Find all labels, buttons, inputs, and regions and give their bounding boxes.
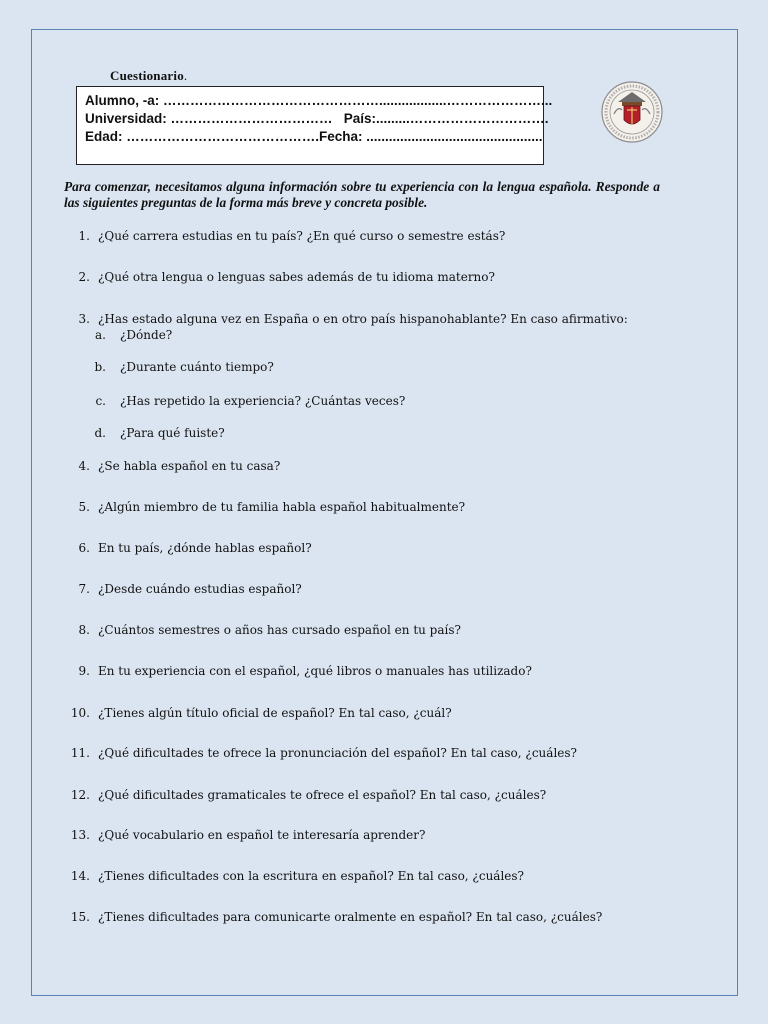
question-item: 13. ¿Qué vocabulario en español te interesaría aprender? (70, 828, 426, 842)
university-seal-icon (600, 80, 664, 144)
student-info-box (76, 86, 553, 165)
age-date-field: Edad: …………………………………….Fecha: ............................................... (85, 129, 543, 144)
subquestion-item: a. ¿Dónde? (95, 328, 173, 342)
question-item: 4. ¿Se habla español en tu casa? (78, 459, 281, 473)
question-item: 5. ¿Algún miembro de tu familia habla español habitualmente? (78, 500, 466, 514)
question-item: 15. ¿Tienes dificultades para comunicarte oralmente en español? En tal caso, ¿cuáles? (70, 910, 603, 924)
subquestion-item: d. ¿Para qué fuiste? (94, 426, 225, 440)
document-page (31, 29, 738, 996)
question-item: 2. ¿Qué otra lengua o lenguas sabes además de tu idioma materno? (78, 270, 495, 284)
question-item: 12. ¿Qué dificultades gramaticales te ofrece el español? En tal caso, ¿cuáles? (70, 788, 547, 802)
question-item: 9. En tu experiencia con el español, ¿qué libros o manuales has utilizado? (78, 664, 532, 678)
student-name-field: Alumno, -a: …………………………………………..................…………………... (85, 93, 553, 108)
university-country-field: Universidad: ……………………………… País:.........…………………………. (85, 111, 549, 126)
instructions-paragraph: Para comenzar, necesitamos alguna información sobre tu experiencia con la lengua española. Responde a las siguientes preguntas de la forma más breve y concreta posible. (64, 179, 660, 210)
question-item: 11. ¿Qué dificultades te ofrece la pronunciación del español? En tal caso, ¿cuáles? (70, 746, 577, 760)
question-item: 3. ¿Has estado alguna vez en España o en otro país hispanohablante? En caso afirmativo: (78, 312, 628, 326)
question-item: 7. ¿Desde cuándo estudias español? (78, 582, 302, 596)
subquestion-item: c. ¿Has repetido la experiencia? ¿Cuántas veces? (95, 394, 406, 408)
question-item: 10. ¿Tienes algún título oficial de español? En tal caso, ¿cuál? (70, 706, 452, 720)
question-item: 14. ¿Tienes dificultades con la escritura en español? En tal caso, ¿cuáles? (70, 869, 524, 883)
question-item: 6. En tu país, ¿dónde hablas español? (78, 541, 312, 555)
page-title: Cuestionario. (110, 68, 188, 83)
question-item: 8. ¿Cuántos semestres o años has cursado español en tu país? (78, 623, 461, 637)
question-item: 1. ¿Qué carrera estudias en tu país? ¿En qué curso o semestre estás? (78, 229, 506, 243)
subquestion-item: b. ¿Durante cuánto tiempo? (94, 360, 274, 374)
